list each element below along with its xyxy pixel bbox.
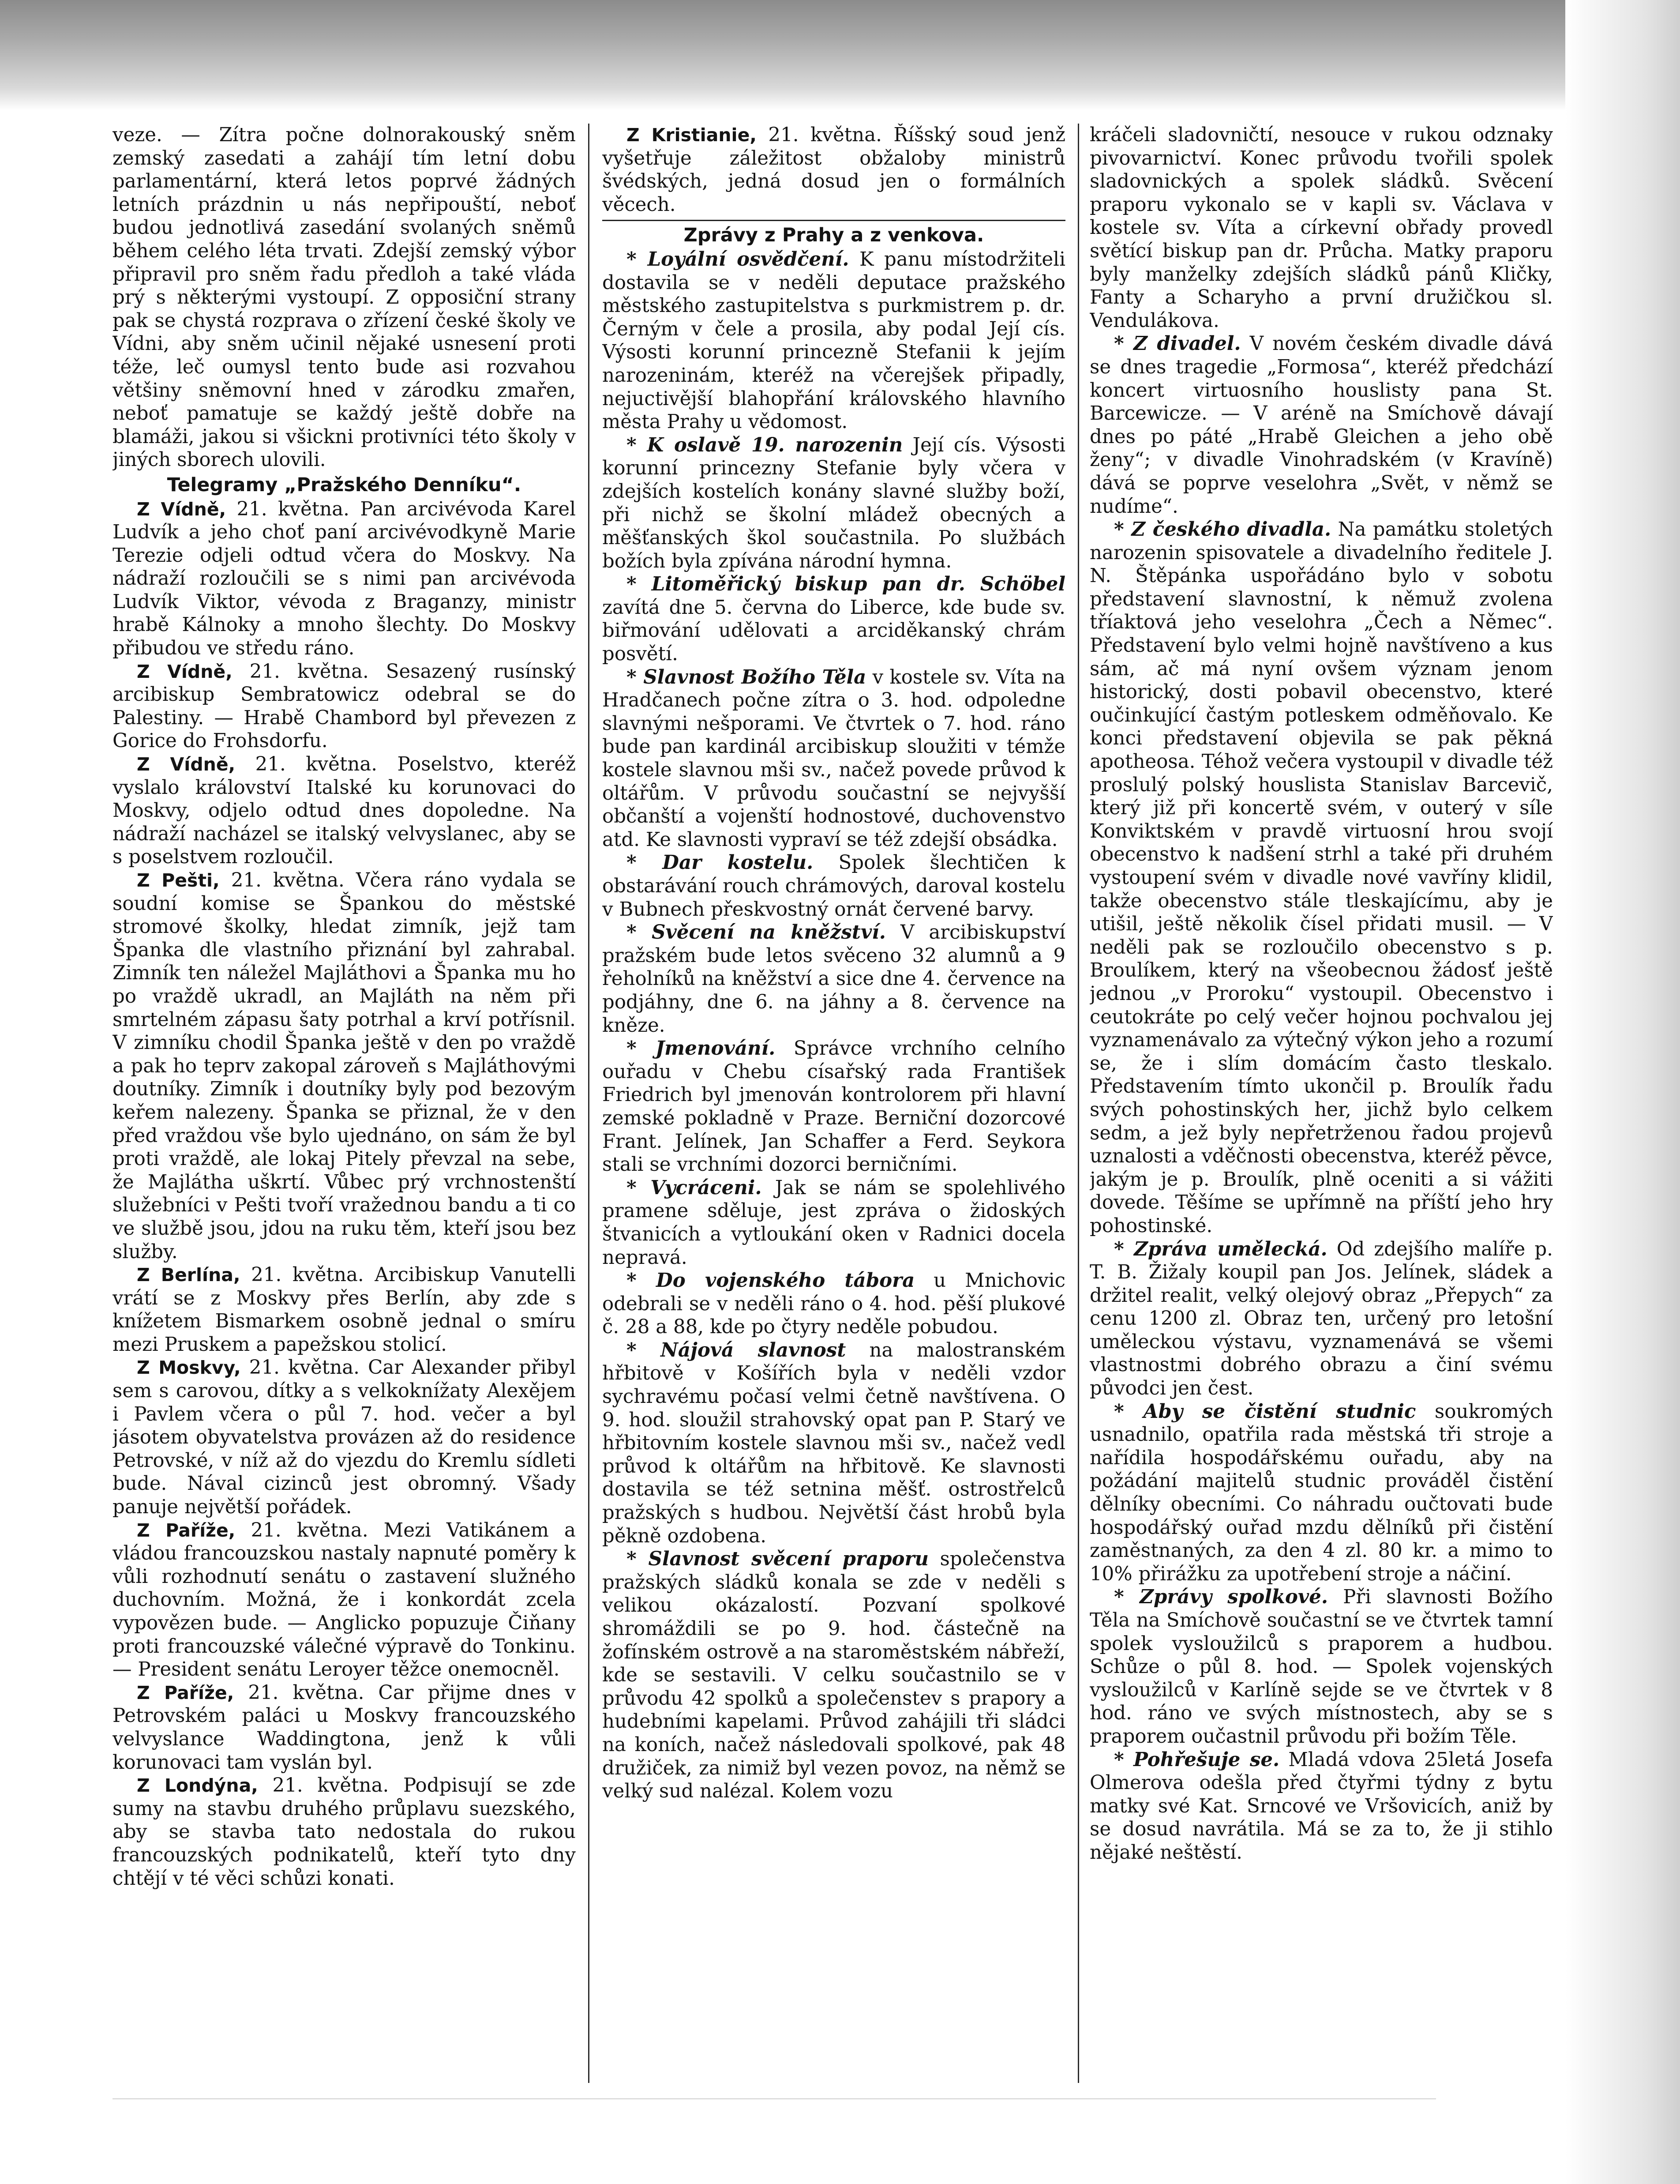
paragraph-text: Spolek šlechtičen k obstarávání rouch chrámových, daroval kostelu v Bubnech přeskvostný ornát červené barvy. xyxy=(602,852,1065,921)
telegram-dateline: Z Londýna, xyxy=(137,1775,258,1797)
article-paragraph xyxy=(112,869,576,1263)
news-item-title: * Z českého divadla. xyxy=(1114,518,1331,541)
news-item-title: * Nájová slavnost xyxy=(626,1338,846,1361)
paragraph-text: 21. května. Mezi Vatikánem a vládou francouzskou nastaly napnuté poměry k vůli rozhodnutí senátu o zastavení služného duchovním. Možná, že i konkordát zcela vypovězen bude. — Anglicko popuzuje Čiňany proti francouzské válečné výpravě do Tonkinu. — President senátu Leroyer těžce onemocněl. xyxy=(112,1519,576,1681)
article-paragraph xyxy=(1090,124,1553,332)
scan-shadow-right xyxy=(1565,0,1680,2184)
news-item-title: * Z divadel. xyxy=(1114,332,1241,355)
article-paragraph xyxy=(1090,518,1553,1237)
paragraph-text: soukromých usnadnilo, opatřila rada městská tři stroje a nařídila hospodářskému ouřadu, aby na požádání majitelů studnic prováděl čistění dělníky obecními. Co náhradu oučtovati bude hospodářský ouřad mzdu dělníků při čistění zaměstnaných, za den 4 zl. 80 kr. a mimo to 10% přirážku za upotřebení stroje a náčiní. xyxy=(1090,1400,1553,1585)
column-3 xyxy=(1090,124,1553,2096)
paragraph-text: u Mnichovic odebrali se v neděli ráno o 4. hod. pěší plukové č. 28 a 88, kde po čtyry neděle pobudou. xyxy=(602,1270,1065,1338)
paragraph-text: Mladá vdova 25letá Josefa Olmerova odešla před čtyřmi týdny z bytu matky své Kat. Srncové ve Vršovicích, aniž by se dosud navrátila. Má se za to, že ji stihlo nějaké neštěstí. xyxy=(1090,1748,1553,1864)
news-item-title: * Do vojenského tábora xyxy=(626,1269,915,1292)
column-rule-1 xyxy=(588,124,589,2083)
article-paragraph xyxy=(112,753,576,869)
article-paragraph xyxy=(602,1269,1065,1339)
telegram-dateline: Z Paříže, xyxy=(137,1682,234,1703)
paragraph-text: 21. května. Poselstvo, kteréž vyslalo království Italské ku korunovaci do Moskvy, odjelo odtud dnes dopoledne. Na nádraží nacházel se italský velvyslanec, aby se s poselstvem rozloučil. xyxy=(112,753,576,868)
article-paragraph xyxy=(1090,1400,1553,1586)
article-paragraph xyxy=(112,1263,576,1356)
paragraph-text: Na památku stoletých narozenin spisovatele a divadelního ředitele J. N. Štěpánka uspořádáno bylo v sobotu představení slavnostní, k němuž zvolena tříaktová jeho veselohra „Čech a Němec“. Představení bylo velmi hojně navštíveno a kus sám, ač má nyní ovšem význam jenom historický, dosti pobavil obecenstvo, které oučinkující častým potleskem odměňovalo. Ke konci představení objevila se pak pěkná apotheosa. Téhož večera vystoupil v divadle též proslulý polský houslista Stanislav Barcevič, který již při koncertě svém, v outerý v síle Konviktském v pravdě virtuosní hrou svojí obecenstvo k nadšení strhl a také při druhém vystoupení svém v divadle nové vavříny klidil, takže obecenstvo stále tleskajícímu, aby je utišil, ještě několik čísel přidati musil. — V neděli pak se rozloučilo obecenstvo s p. Broulíkem, který na všeobecnou žádosť ještě jednou „v Proroku“ vystoupil. Obecenstvo i ceutokráte po celý večer hojnou pochvalou jej vyznamenávalo za výtečný výkon jeho a rozumí se, že i slím domácím často tleskalo. Představením tímto ukončil p. Broulík řadu svých pohostinských her, jichž bylo celkem sedm, a jež byly nepřetrženou řadou projevů uznalosti a vděčnosti obecenstva, kteréž pěvce, jakým je p. Broulík, plně oceniti a si vážiti dovede. Těšíme se upřímně na příští jeho hry pohostinské. xyxy=(1090,519,1553,1237)
news-item-title: * Pohřešuje se. xyxy=(1114,1748,1280,1771)
paragraph-text: 21. května. Car Alexander přibyl sem s carovou, dítky a s velkoknížaty Alexějem i Pavlem včera o půl 7. hod. večer a byl jásotem obyvatelstva provázen až do residence Petrovské, v níž až do vjezdu do Kremlu sídleti bude. Nával cizinců jest obromný. Všady panuje největší pořádek. xyxy=(112,1357,576,1519)
article-paragraph xyxy=(602,921,1065,1037)
article-paragraph xyxy=(602,248,1065,434)
paragraph-text: Jak se nám se spolehlivého pramene sděluje, jest zpráva o židoských štvanicích a vytloukání oken v Radnici docela nepravá. xyxy=(602,1177,1065,1269)
column-rule-2 xyxy=(1078,124,1079,2083)
paragraph-text: 21. května. Říšský soud jenž vyšetřuje záležitost obžaloby ministrů švédských, jedná dosud jen o formálních věcech. xyxy=(602,124,1065,216)
paragraph-text: zavítá dne 5. června do Liberce, kde bude sv. biřmování udělovati a arciděkanský chrám posvětí. xyxy=(602,596,1065,665)
paragraph-text: 21. května. Arcibiskup Vanutelli vrátí se z Moskvy přes Berlín, aby zde s knížetem Bismarkem osobně jednal o smíru mezi Pruskem a papežskou stolicí. xyxy=(112,1264,576,1356)
telegram-dateline: Z Berlína, xyxy=(137,1264,240,1286)
article-paragraph xyxy=(112,1774,576,1890)
article-paragraph xyxy=(112,1681,576,1774)
telegram-dateline: Z Kristianie, xyxy=(626,124,757,146)
article-paragraph xyxy=(112,1356,576,1519)
paragraph-text: společenstva pražských sládků konala se zde v neděli s velikou okázalostí. Pozvaní spolkové shromáždili se po 9. hod. částečně na žofínském ostrově a na staroměstském nábřeží, kde se sestavili. V celku součastnilo se v průvodu 42 spolků a společenstev s prapory a hudebními kapelami. Průvod zahájili tři sládci na koních, načež následovali spolkové, pak 48 družiček, za nimiž byl vezen povoz, na němž se velký sud nalézal. Kolem vozu xyxy=(602,1548,1065,1803)
newspaper-page xyxy=(112,124,1560,2101)
page-bottom-edge xyxy=(112,2098,1436,2099)
article-paragraph xyxy=(1090,1748,1553,1864)
telegram-dateline: Z Moskvy, xyxy=(137,1357,241,1379)
paragraph-text: V arcibiskupství pražském bude letos svěceno 32 alumnů a 9 řeholníků na kněžství a sice dne 4. července na podjáhny, dne 6. na jáhny a 8. července na kněze. xyxy=(602,921,1065,1037)
scan-shadow-top xyxy=(0,0,1680,110)
article-paragraph xyxy=(1090,1238,1553,1400)
paragraph-text: 21. května. Sesazený rusínský arcibiskup Sembratowicz odebral se do Palestiny. — Hrabě Chambord byl převezen z Gorice do Frohsdorfu. xyxy=(112,660,576,752)
news-item-title: * Vycráceni. xyxy=(626,1176,762,1199)
article-paragraph xyxy=(602,1037,1065,1177)
article-paragraph xyxy=(602,1339,1065,1548)
article-paragraph xyxy=(112,498,576,660)
telegram-dateline: Z Paříže, xyxy=(137,1519,236,1541)
article-paragraph xyxy=(1090,332,1553,518)
article-paragraph xyxy=(602,851,1065,921)
article-paragraph xyxy=(602,434,1065,573)
news-item-title: * Slavnost Božího Těla xyxy=(626,665,866,688)
paragraph-text: K panu místodržiteli dostavila se v neděli deputace pražského městského zastupitelstva s purkmistrem p. dr. Černým v čele a prosila, aby podal Její cís. Výsosti korunní princezně Stefanii k jejím narozeninám, kteréž na včerejšek připadly, nejuctivější blahopřání královského hlavního města Prahy u vědomost. xyxy=(602,248,1065,433)
column-2 xyxy=(602,124,1065,2096)
article-paragraph xyxy=(1090,1586,1553,1748)
news-item-title: * Zpráva umělecká. xyxy=(1114,1237,1328,1260)
telegram-dateline: Z Vídně, xyxy=(137,754,236,775)
article-paragraph xyxy=(602,1548,1065,1803)
paragraph-text: kráčeli sladovničtí, nesouce v rukou odznaky pivovarnictví. Konec průvodu tvořili spolek sladovnických a spolek sládků. Svěcení praporu vykonalo se v kapli sv. Václava v kostele sv. Víta a církevní obřady provedl světící biskup pan dr. Průcha. Matky praporu byly manželky zdejších sládků pánů Kličky, Fanty a Scharyho a první družičkou sl. Vendulákova. xyxy=(1090,124,1553,332)
article-paragraph xyxy=(602,124,1065,216)
paragraph-text: Od zdejšího malíře p. T. B. Žižaly koupil pan Jos. Jelínek, sládek a držitel realit, velký olejový obraz „Přepych“ za cenu 1200 zl. Obraz ten, určený pro letošní uměleckou výstavu, vyznamenává se všemi vlastnostmi dobrého obrazu a činí svému původci jen čest. xyxy=(1090,1238,1553,1400)
telegram-dateline: Z Pešti, xyxy=(137,870,220,891)
paragraph-text: na malostranském hřbitově v Košířích byla v neděli vzdor sychravému počasí velmi četně navštívena. O 9. hod. sloužil strahovský opat pan P. Starý ve hřbitovním kostele slavnou mši sv., načež vedl průvod k oltářům na hřbitově. Ke slavnosti dostavila se též setnina měšť. ostrostřelců pražských s hudbou. Největší část hrobů byla pěkně ozdobena. xyxy=(602,1339,1065,1547)
news-item-title: * Dar kostelu. xyxy=(626,851,814,874)
telegram-dateline: Z Vídně, xyxy=(137,661,232,682)
section-divider xyxy=(602,220,1065,221)
paragraph-text: 21. května. Car přijme dnes v Petrovském paláci u Moskvy francouzského velvyslance Waddingtona, jenž k vůli korunovaci tam vyslán byl. xyxy=(112,1681,576,1774)
paragraph-text: V novém českém divadle dává se dnes tragedie „Formosa“, kteréž předchází koncert virtuosního houslisty pana St. Barcewicze. — V aréně na Smíchově dávají dnes po páté „Hrabě Gleichen a jeho obě ženy“; v divadle Vinohradském (v Kravíně) dává se poprve veselohra „Svět, v němž se nudíme“. xyxy=(1090,333,1553,518)
news-item-title: * Aby se čistění studnic xyxy=(1114,1400,1416,1423)
news-item-title: * Jmenování. xyxy=(626,1037,776,1060)
article-paragraph xyxy=(602,1177,1065,1269)
news-item-title: * Svěcení na kněžství. xyxy=(626,921,886,944)
news-item-title: * Litoměřický biskup pan dr. Schöbel xyxy=(626,573,1065,596)
paragraph-text: v kostele sv. Víta na Hradčanech počne zítra o 3. hod. odpoledne slavnými nešporami. Ve čtvrtek o 7. hod. ráno bude pan kardinál arcibiskup sloužiti v témže kostele slavnou mši sv., načež povede průvod k oltářům. V průvodu součastní se nejvyšší občanští a vojenští hodnostové, duchovenstvo atd. Ke slavnosti vypraví se též zdejší obsádka. xyxy=(602,666,1065,851)
paragraph-text: Při slavnosti Božího Těla na Smíchově součastní se ve čtvrtek tamní spolek vysloužilců s praporem a hudbou. Schůze o půl 8. hod. — Spolek vojenských vysloužilců v Karlíně sejde se ve čtvrtek v 8 hod. ráno ve svých místnostech, aby se s praporem oučastnil průvodu při božím Těle. xyxy=(1090,1586,1553,1748)
article-paragraph xyxy=(112,660,576,753)
telegram-dateline: Z Vídně, xyxy=(137,498,226,520)
paragraph-text: Její cís. Výsosti korunní princezny Stefanie byly včera v zdejších kostelích konány slavné služby boží, při nichž se školní mládež obecných a měšťanských škol součastnila. Po službách božích byla zpívána národní hymna. xyxy=(602,434,1065,572)
article-paragraph xyxy=(112,124,576,472)
paragraph-text: 21. května. Podpisují se zde sumy na stavbu druhého průplavu suezského, aby se stavba tato nedostala do rukou francouzských podnikatelů, kteří tyto dny chtějí v té věci schůzi konati. xyxy=(112,1774,576,1890)
news-item-title: * Zprávy spolkové. xyxy=(1114,1586,1328,1609)
news-item-title: * Loyální osvědčení. xyxy=(626,248,849,271)
article-paragraph xyxy=(602,573,1065,665)
article-paragraph xyxy=(602,666,1065,852)
section-heading: Zprávy z Prahy a z venkova. xyxy=(683,224,984,247)
column-1 xyxy=(112,124,576,2096)
article-paragraph xyxy=(112,1519,576,1681)
news-item-title: * K oslavě 19. narozenin xyxy=(626,433,903,456)
paragraph-text: veze. — Zítra počne dolnorakouský sněm zemský zasedati a zahájí tím letní dobu parlamentární, která letos poprvé žádných letních prázdnin u nás nepřipouští, neboť budou jednotlivá zasedání svolaných sněmů během celého léta trvati. Zdejší zemský výbor připravil pro sněm řadu předloh a také vláda prý s některými vystoupí. Z opposiční strany pak se chystá rozprava o zřízení české školy ve Vídni, aby sněm učinil nějaké usnesení proti téže, leč oumysl tento bude asi rozvahou většiny sněmovní hned v zárodku zmařen, neboť pamatuje se každý ještě dobře na blamáži, jakou si všickni protivníci této školy v jiných sborech ulovili. xyxy=(112,124,576,471)
paragraph-text: 21. května. Pan arcivévoda Karel Ludvík a jeho choť paní arcivévodkyně Marie Terezie odjeli odtud včera do Moskvy. Na nádraží rozloučili se s nimi pan arcivévoda Ludvík Viktor, vévoda z Braganzy, ministr hrabě Kálnoky a mnoho šlechty. Do Moskvy přibudou ve středu ráno. xyxy=(112,498,576,660)
section-heading: Telegramy „Pražského Denníku“. xyxy=(167,474,521,496)
paragraph-text: Správce vrchního celního ouřadu v Chebu císařský rada František Friedrich byl jmenován kontrolorem při hlavní zemské pokladně v Praze. Berniční dozorcové Frant. Jelínek, Jan Schaffer a Ferd. Seykora stali se vrchními dozorci berničními. xyxy=(602,1037,1065,1176)
paragraph-text: 21. května. Včera ráno vydala se soudní komise se Špankou do městské stromové školky, hledat zimník, jejž tam Španka dle vlastního přiznání byl zahrabal. Zimník ten náležel Majláthovi a Španka mu ho po vraždě ukradl, an Majláth na něm při smrtelném zápasu šaty potrhal a krví potřísnil. V zimníku chodil Španka ještě v den po vraždě a pak ho teprv zakopal zároveň s Majláthovými doutníky. Zimník i doutníky byly pod bezovým keřem nalezeny. Španka se přiznal, že v den před vraždou vše bylo ujednáno, on sám že byl proti vraždě, ale lokaj Pitely převzal na sebe, že Majlátha uškrtí. Vůbec prý vrchnostenští služebníci v Pešti tvoří vražednou bandu a ti co ve službě jsou, jdou na ruku těm, kteří jsou bez služby. xyxy=(112,869,576,1263)
news-item-title: * Slavnost svěcení praporu xyxy=(626,1548,929,1571)
